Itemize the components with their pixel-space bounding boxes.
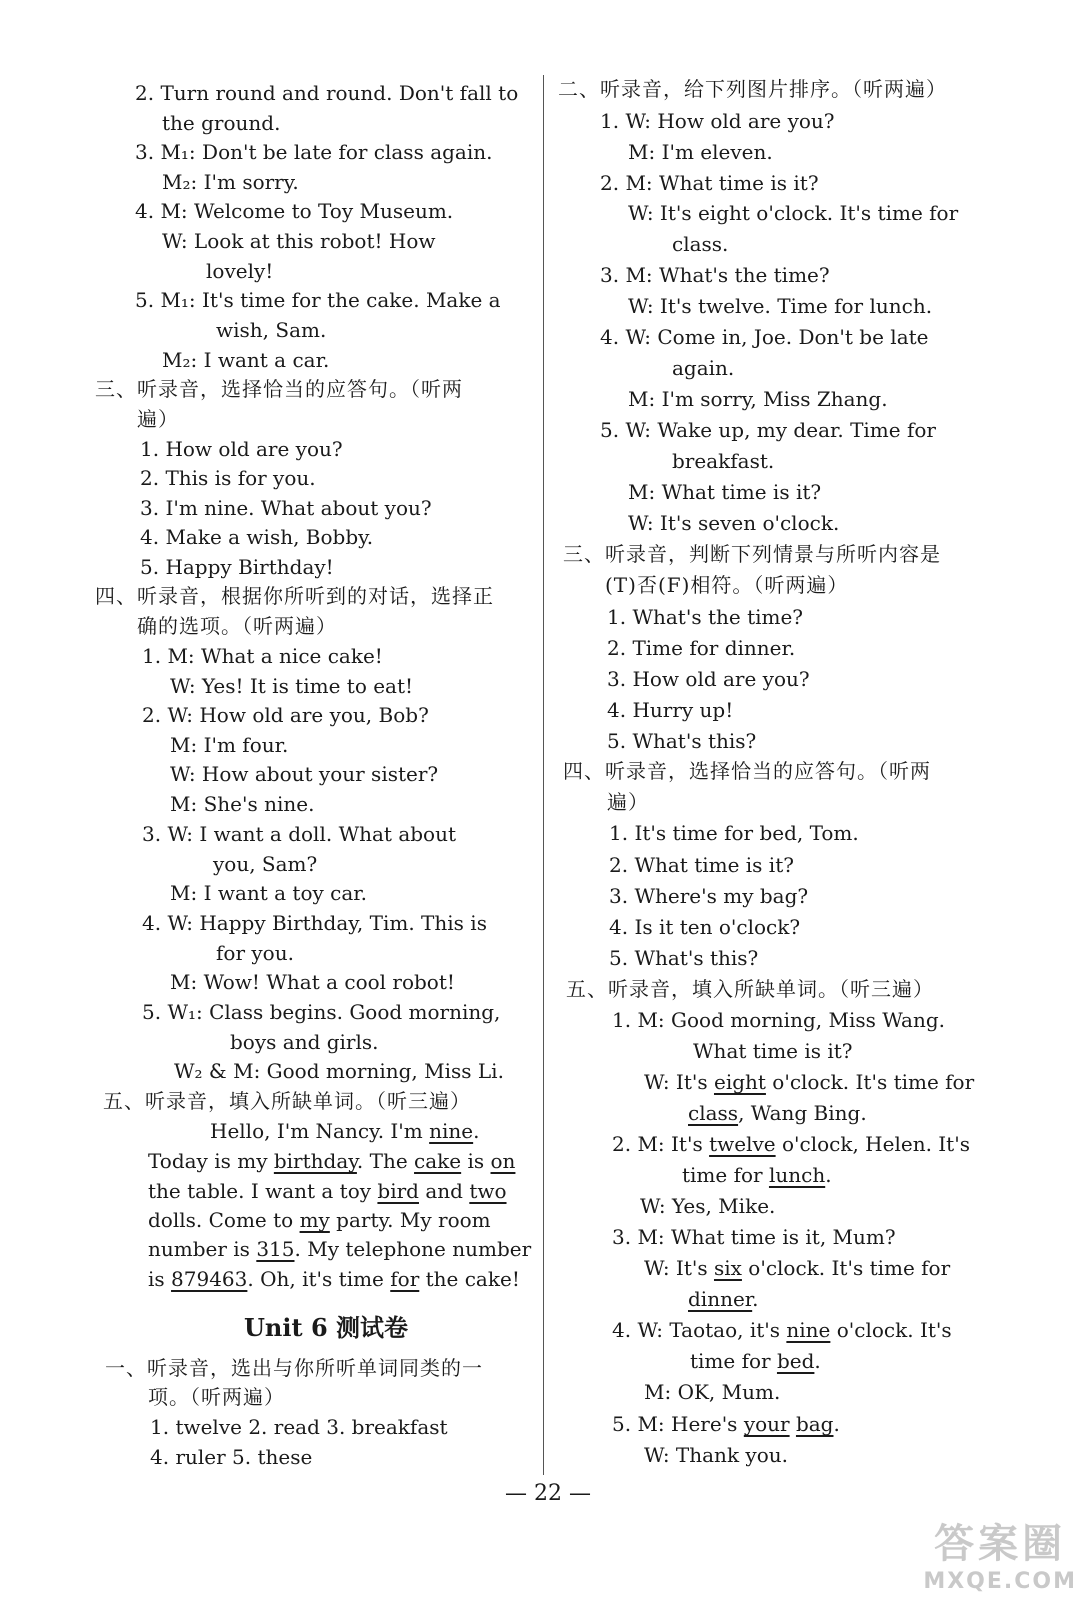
list-item: 4. ruler 5. these (150, 1445, 313, 1469)
list-item: 4. Hurry up! (607, 698, 734, 722)
list-item: W: It's seven o'clock. (628, 511, 840, 535)
answer-word: two (469, 1179, 507, 1203)
list-item: 3. How old are you? (607, 667, 810, 691)
answer-word: on (490, 1149, 516, 1173)
list-item: again. (672, 356, 735, 380)
list-item: dinner. (688, 1287, 759, 1311)
answer-word: nine (429, 1119, 474, 1143)
list-item: boys and girls. (230, 1030, 379, 1054)
section-heading: 二、听录音，给下列图片排序。（听两遍） (558, 77, 947, 101)
section-heading: 确的选项。（听两遍） (137, 614, 337, 638)
passage-line: Today is my birthday. The cake is on (148, 1149, 516, 1173)
list-item: M₂: I want a car. (162, 348, 330, 372)
section-heading: 五、听录音，填入所缺单词。（听三遍） (103, 1089, 471, 1113)
list-item: 2. This is for you. (140, 466, 316, 490)
list-item: M: Wow! What a cool robot! (170, 970, 455, 994)
list-item: 5. Happy Birthday! (140, 555, 334, 579)
list-item: W₂ & M: Good morning, Miss Li. (174, 1059, 504, 1083)
list-item: M: I want a toy car. (170, 881, 368, 905)
answer-word: dinner (688, 1287, 753, 1311)
passage-line: is 879463. Oh, it's time for the cake! (148, 1267, 520, 1291)
list-item: 4. W: Happy Birthday, Tim. This is (142, 911, 487, 935)
list-item: 5. W₁: Class begins. Good morning, (142, 1000, 501, 1024)
section-heading: 三、听录音，选择恰当的应答句。（听两 (95, 377, 463, 401)
list-item: 5. W: Wake up, my dear. Time for (600, 418, 936, 442)
list-item: M: What time is it? (628, 480, 822, 504)
passage-line: number is 315. My telephone number (148, 1237, 532, 1261)
watermark-logo (923, 1512, 1077, 1594)
list-item: 1. It's time for bed, Tom. (609, 821, 859, 845)
list-item: W: It's eight o'clock. It's time for (644, 1070, 975, 1094)
answer-word: bag (795, 1412, 834, 1436)
section-heading: 三、听录音，判断下列情景与所听内容是 (563, 542, 941, 566)
list-item: class, Wang Bing. (688, 1101, 867, 1125)
section-heading: 遍） (607, 790, 649, 814)
list-item: W: Yes, Mike. (640, 1194, 776, 1218)
list-item: 3. M: What's the time? (600, 263, 830, 287)
answer-word: bed (776, 1349, 815, 1373)
list-item: M: OK, Mum. (644, 1380, 781, 1404)
answer-word: nine (786, 1318, 831, 1342)
answer-word: your (743, 1412, 790, 1436)
list-item: W: It's twelve. Time for lunch. (628, 294, 933, 318)
list-item: 2. M: It's twelve o'clock, Helen. It's (612, 1132, 970, 1156)
answer-word: 879463 (171, 1267, 248, 1291)
answer-word: six (713, 1256, 742, 1280)
list-item: 5. What's this? (607, 729, 757, 753)
list-item: time for bed. (690, 1349, 821, 1373)
list-item: M: I'm four. (170, 733, 289, 757)
list-item: 3. M: What time is it, Mum? (612, 1225, 896, 1249)
list-item: M: She's nine. (170, 792, 315, 816)
watermark-url: MXQE.COM (923, 1569, 1077, 1594)
section-heading: 四、听录音，根据你所听到的对话，选择正 (95, 584, 494, 608)
list-item: 2. W: How old are you, Bob? (142, 703, 429, 727)
list-item: 1. M: What a nice cake! (142, 644, 383, 668)
list-item: W: Thank you. (644, 1443, 788, 1467)
list-item: 2. M: What time is it? (600, 171, 819, 195)
list-item: W: How about your sister? (170, 762, 439, 786)
page-number: — 22 — (505, 1481, 591, 1506)
list-item: 5. M: Here's your bag. (612, 1412, 840, 1436)
list-item: breakfast. (672, 449, 775, 473)
list-item: W: It's eight o'clock. It's time for (628, 201, 959, 225)
list-item: M: I'm eleven. (628, 140, 773, 164)
list-item: What time is it? (693, 1039, 853, 1063)
list-item: W: Look at this robot! How (162, 229, 436, 253)
answer-word: 315 (256, 1237, 295, 1261)
watermark-text: 答案圈 (934, 1521, 1067, 1567)
section-heading: 遍） (137, 407, 179, 431)
list-item: the ground. (162, 111, 281, 135)
list-item: M₂: I'm sorry. (162, 170, 299, 194)
section-heading: 五、听录音，填入所缺单词。（听三遍） (566, 977, 934, 1001)
list-item: 5. What's this? (609, 946, 759, 970)
answer-word: for (390, 1267, 420, 1291)
answer-word: lunch (768, 1163, 826, 1187)
section-heading: 项。（听两遍） (148, 1385, 285, 1409)
list-item: class. (672, 232, 729, 256)
list-item: 3. I'm nine. What about you? (140, 496, 432, 520)
list-item: for you. (216, 941, 294, 965)
list-item: 1. How old are you? (140, 437, 343, 461)
passage-line: the table. I want a toy bird and two (148, 1179, 507, 1203)
section-heading: 四、听录音，选择恰当的应答句。（听两 (563, 759, 931, 783)
list-item: 4. Is it ten o'clock? (609, 915, 801, 939)
answer-word: birthday (273, 1149, 357, 1173)
passage-line: dolls. Come to my party. My room (148, 1208, 491, 1232)
list-item: lovely! (206, 259, 274, 283)
list-item: 1. What's the time? (607, 605, 804, 629)
list-item: 1. W: How old are you? (600, 109, 835, 133)
list-item: 4. W: Taotao, it's nine o'clock. It's (612, 1318, 952, 1342)
list-item: time for lunch. (682, 1163, 832, 1187)
list-item: 1. twelve 2. read 3. breakfast (150, 1415, 448, 1439)
list-item: 5. M₁: It's time for the cake. Make a (135, 288, 501, 312)
list-item: 4. W: Come in, Joe. Don't be late (600, 325, 929, 349)
list-item: W: Yes! It is time to eat! (170, 674, 414, 698)
answer-word: cake (414, 1149, 462, 1173)
list-item: 3. M₁: Don't be late for class again. (135, 140, 493, 164)
list-item: 4. Make a wish, Bobby. (140, 525, 374, 549)
answer-word: bird (377, 1179, 419, 1203)
answer-word: eight (713, 1070, 766, 1094)
answer-word: class (688, 1101, 739, 1125)
list-item: 3. W: I want a doll. What about (142, 822, 457, 846)
list-item: you, Sam? (213, 852, 318, 876)
list-item: wish, Sam. (216, 318, 327, 342)
passage-line: Hello, I'm Nancy. I'm nine. (210, 1119, 480, 1143)
section-heading: 一、听录音，选出与你所听单词同类的一 (105, 1356, 483, 1380)
list-item: 2. What time is it? (609, 853, 794, 877)
list-item: M: I'm sorry, Miss Zhang. (628, 387, 888, 411)
list-item: 1. M: Good morning, Miss Wang. (612, 1008, 946, 1032)
list-item: W: It's six o'clock. It's time for (644, 1256, 951, 1280)
answer-word: twelve (709, 1132, 776, 1156)
section-heading: (T)否(F)相符。（听两遍） (605, 573, 849, 597)
unit-title: Unit 6 测试卷 (244, 1313, 408, 1342)
list-item: 2. Time for dinner. (607, 636, 796, 660)
list-item: 2. Turn round and round. Don't fall to (135, 81, 519, 105)
column-divider (543, 75, 544, 1475)
list-item: 3. Where's my bag? (609, 884, 809, 908)
answer-word: my (299, 1208, 330, 1232)
list-item: 4. M: Welcome to Toy Museum. (135, 199, 454, 223)
